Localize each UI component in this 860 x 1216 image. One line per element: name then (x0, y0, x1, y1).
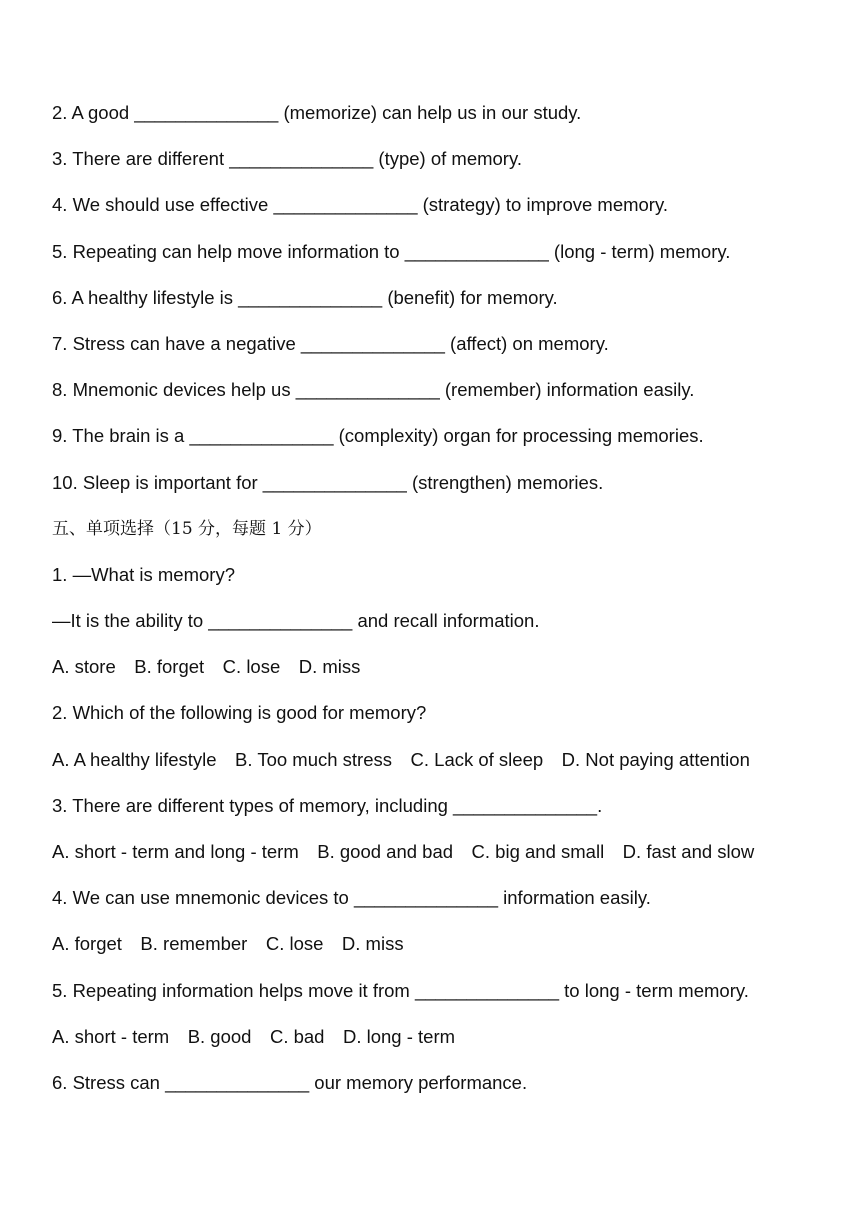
question-line: 4. We should use effective ______________ (strategy) to improve memory. (52, 194, 668, 216)
question-line: 7. Stress can have a negative ______________ (affect) on memory. (52, 332, 609, 354)
question-line: 9. The brain is a ______________ (complexity) organ for processing memories. (52, 425, 704, 447)
question-line: 8. Mnemonic devices help us ______________ (remember) information easily. (52, 379, 695, 401)
question-line: 3. There are different ______________ (type) of memory. (52, 148, 522, 170)
answer-options: A. store B. forget C. lose D. miss (52, 656, 361, 678)
worksheet-body (52, 99, 832, 1115)
question-line: 2. A good ______________ (memorize) can help us in our study. (52, 102, 582, 123)
section-heading: 五、单项选择（15 分，每题 1 分） (52, 518, 322, 539)
answer-options: A. short - term and long - term B. good and bad C. big and small D. fast and slow (52, 841, 755, 862)
question-line: 1. —What is memory? (52, 563, 235, 585)
question-line: 5. Repeating information helps move it from ______________ to long - term memory. (52, 979, 749, 1001)
question-line: 10. Sleep is important for ______________ (strengthen) memories. (52, 471, 604, 493)
answer-options: A. forget B. remember C. lose D. miss (52, 933, 404, 955)
answer-options: A. short - term B. good C. bad D. long - term (52, 1025, 456, 1047)
answer-options: A. A healthy lifestyle B. Too much stress C. Lack of sleep D. Not paying attention (52, 748, 750, 770)
question-line: 6. A healthy lifestyle is ______________ (benefit) for memory. (52, 286, 558, 308)
question-line: 5. Repeating can help move information to ______________ (long - term) memory. (52, 240, 731, 262)
question-line: 4. We can use mnemonic devices to ______________ information easily. (52, 887, 651, 909)
question-line: 3. There are different types of memory, including ______________. (52, 794, 603, 816)
question-line: 2. Which of the following is good for memory? (52, 702, 427, 724)
question-line: —It is the ability to ______________ and recall information. (52, 610, 540, 632)
question-line: 6. Stress can ______________ our memory performance. (52, 1071, 528, 1093)
